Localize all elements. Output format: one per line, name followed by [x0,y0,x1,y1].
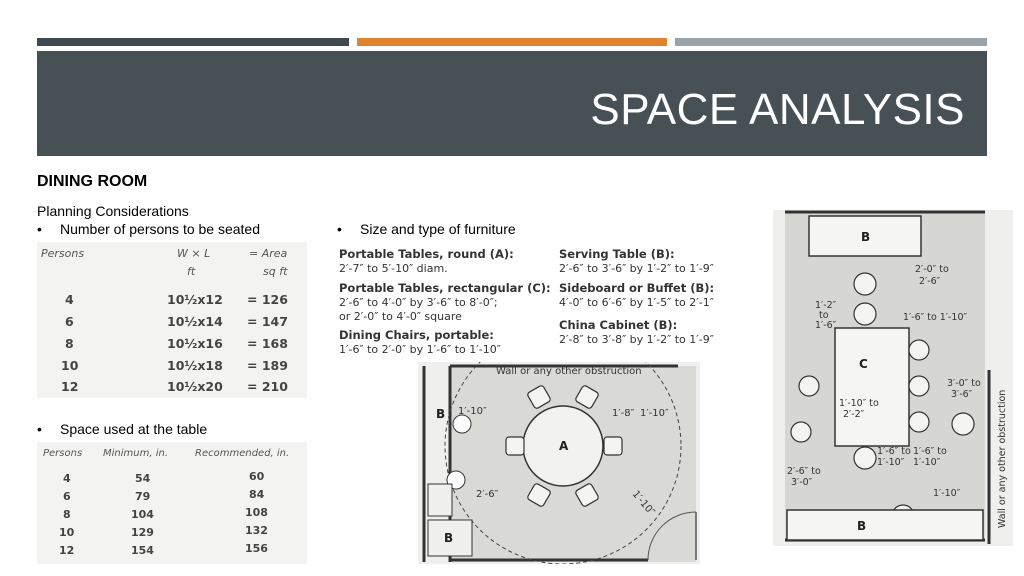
dim-bottom: 1′-10″ [933,488,961,499]
table-row: 8 [65,336,74,351]
person [799,376,819,396]
bullet-marker: • [37,421,42,437]
wall-label: Wall or any other obstruction [997,389,1008,528]
table-row: 12 [59,544,75,557]
table-row: 4 [65,292,74,307]
dim-right2: 3′-6″ [951,389,973,400]
person [909,412,929,432]
furniture-line: 2′-8″ to 3′-8″ by 1′-2″ to 1′-9″ [559,333,714,346]
slide-title: SPACE ANALYSIS [590,85,965,134]
bullet-space [37,421,207,437]
dim-side: 1′-6″ to 1′-10″ [903,312,968,323]
furniture-heading: China Cabinet (B): [559,318,678,332]
header-persons: Persons [43,448,83,459]
bullet-marker: • [337,221,342,237]
dim-mid: 1′-8″ [612,408,635,419]
table-label: A [559,439,569,453]
title-banner [37,51,987,156]
dim-chair2: to [819,310,829,321]
table-row: = 189 [247,358,288,373]
table-row: 10 [61,358,79,373]
table-row: 154 [131,544,154,557]
furniture-heading: Portable Tables, round (A): [339,247,514,261]
furniture-line: 2′-7″ to 5′-10″ diam. [339,262,448,275]
dim-width1: 1′-10″ to [839,398,879,409]
bullet-marker: • [37,221,42,237]
dim-width2: 2′-2″ [843,409,865,420]
bullet-text: Number of persons to be seated [60,221,261,237]
table-row: 156 [245,542,268,555]
rectangular-table-plan [773,210,1013,546]
header-wl: W × L [177,247,211,260]
table-row: 54 [135,472,151,485]
furniture-heading: Portable Tables, rectangular (C): [339,281,551,295]
table-row: 108 [245,506,268,519]
dim-side: 2′-6″ [476,489,499,500]
furniture-heading: Sideboard or Buffet (B): [559,281,715,295]
table-row: 132 [245,524,268,537]
table-row: 10½x14 [167,314,223,329]
table-row: 79 [135,490,151,503]
furniture-line: 2′-6″ to 4′-0″ by 3′-6″ to 8′-0″; [339,296,498,309]
accent-bar-orange [357,38,667,46]
person [952,413,974,435]
dim-small3: 1′-6″ to [913,446,947,457]
bottom-buffet [787,510,983,540]
dim-right1: 3′-0″ to [947,378,981,389]
table-label: C [859,357,868,371]
table-row: = 147 [247,314,288,329]
dim-top2: 2′-6″ [919,276,941,287]
furniture-heading: Dining Chairs, portable: [339,328,494,342]
section-title: DINING ROOM [37,173,148,190]
dim-left2: 3′-0″ [791,477,813,488]
table-row: 10 [59,526,75,539]
dim-chair1: 1′-2″ [815,300,837,311]
dim-chair3: 1′-6″ [815,320,837,331]
table-row: 8 [63,508,71,521]
subtitle: Planning Considerations [37,203,189,219]
person [453,415,471,433]
chair [506,437,524,455]
header-minimum: Minimum, in. [103,448,168,459]
header-area-unit: sq ft [263,265,288,278]
header-recommended: Recommended, in. [195,448,290,459]
dim-left: 1′-10″ [458,406,487,417]
table-row: 60 [249,470,265,483]
table-row: 84 [249,488,265,501]
chair [604,437,622,455]
person [909,376,929,396]
table-row: 10½x16 [167,336,223,351]
person [854,273,876,295]
dim-small2: 1′-10″ [877,457,905,468]
furniture-line: 2′-6″ to 3′-6″ by 1′-2″ to 1′-9″ [559,262,714,275]
table-row: 10½x20 [167,379,223,394]
table-row: 6 [65,314,74,329]
bottom-label: B [857,519,867,533]
person [909,340,929,360]
person [791,422,811,442]
table-row: 4 [63,472,71,485]
person [854,303,876,325]
table-row: 12 [61,379,79,394]
furniture-sizes [337,242,769,362]
accent-bar-dark [37,38,349,46]
top-label: B [861,230,871,244]
table-row: = 168 [247,336,288,351]
bullet-furniture [337,221,516,237]
table-row: = 210 [247,379,288,394]
dim-top: 2′-0″ to [915,264,949,275]
person [854,447,876,469]
dim-small1: 1′-6″ to [877,446,911,457]
table-row: 10½x12 [167,292,223,307]
header-persons: Persons [41,247,85,260]
bottom-label: B [444,531,454,545]
round-table-plan [418,362,700,564]
accent-bar-gray [675,38,987,46]
table-row: 129 [131,526,154,539]
bullet-persons [37,221,260,237]
dim-left1: 2′-6″ to [787,466,821,477]
area-table [37,242,307,398]
table-row: 6 [63,490,71,503]
furniture-line: 4′-0″ to 6′-6″ by 1′-5″ to 2′-1″ [559,296,714,309]
table-row: = 126 [247,292,288,307]
wall-label: Wall or any other obstruction [496,366,642,377]
furniture-line: or 2′-0″ to 4′-0″ square [339,310,462,323]
furniture-heading: Serving Table (B): [559,247,675,261]
dim-right: 1′-10″ [640,408,669,419]
bullet-text: Space used at the table [60,421,208,437]
header-wl-unit: ft [187,265,196,278]
table-row: 10½x18 [167,358,223,373]
serving-table [428,484,452,516]
header-area: = Area [249,247,288,260]
dim-arc: 1′-10″ [629,488,657,518]
dim-small4: 1′-10″ [913,457,941,468]
sideboard-label: B [436,407,446,421]
table-row: 104 [131,508,154,521]
rect-table [835,328,909,446]
bullet-text: Size and type of furniture [360,221,516,237]
space-table [37,442,307,564]
furniture-line: 1′-6″ to 2′-0″ by 1′-6″ to 1′-10″ [339,343,501,356]
